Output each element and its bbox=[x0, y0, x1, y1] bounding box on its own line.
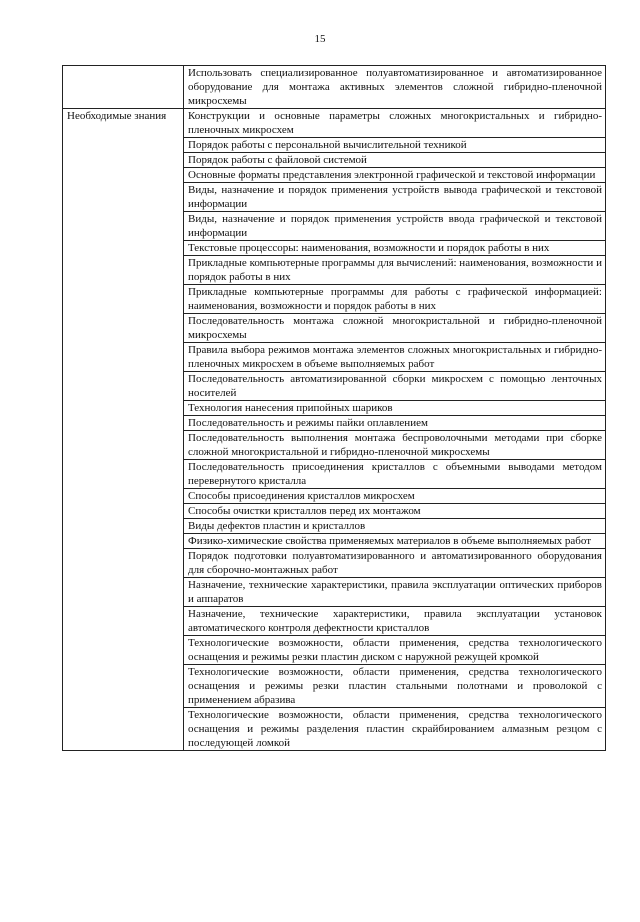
table-row bbox=[63, 109, 606, 138]
knowledge-item: Физико-химические свойства применяемых материалов в объеме выполняемых работ bbox=[184, 534, 606, 549]
knowledge-item: Виды, назначение и порядок применения устройств ввода графической и текстовой информации bbox=[184, 212, 606, 241]
table-body bbox=[63, 66, 606, 751]
knowledge-item: Технология нанесения припойных шариков bbox=[184, 401, 606, 416]
knowledge-item: Прикладные компьютерные программы для вычислений: наименования, возможности и порядок работы в них bbox=[184, 256, 606, 285]
requirements-table bbox=[62, 65, 606, 751]
knowledge-item: Конструкции и основные параметры сложных многокристальных и гибридно-пленочных микросхем bbox=[184, 109, 606, 138]
knowledge-item: Назначение, технические характеристики, правила эксплуатации оптических приборов и аппаратов bbox=[184, 578, 606, 607]
knowledge-item: Последовательность выполнения монтажа беспроволочными методами при сборке сложной многокристальной и гибридно-пленочной микросхемы bbox=[184, 431, 606, 460]
knowledge-item: Способы присоединения кристаллов микросхем bbox=[184, 489, 606, 504]
knowledge-item: Последовательность и режимы пайки оплавлением bbox=[184, 416, 606, 431]
knowledge-item: Основные форматы представления электронной графической и текстовой информации bbox=[184, 168, 606, 183]
knowledge-item: Технологические возможности, области применения, средства технологического оснащения и режимы резки пластин диском с наружной режущей кромкой bbox=[184, 636, 606, 665]
row-label-cell bbox=[63, 66, 184, 109]
knowledge-item: Технологические возможности, области применения, средства технологического оснащения и режимы резки пластин стальными полотнами и проволокой с применением абразива bbox=[184, 665, 606, 708]
section-label-knowledge: Необходимые знания bbox=[63, 109, 184, 751]
knowledge-item: Порядок работы с файловой системой bbox=[184, 153, 606, 168]
knowledge-item: Виды, назначение и порядок применения устройств вывода графической и текстовой информации bbox=[184, 183, 606, 212]
knowledge-item: Последовательность автоматизированной сборки микросхем с помощью ленточных носителей bbox=[184, 372, 606, 401]
knowledge-item: Последовательность монтажа сложной многокристальной и гибридно-пленочной микросхемы bbox=[184, 314, 606, 343]
knowledge-item: Текстовые процессоры: наименования, возможности и порядок работы в них bbox=[184, 241, 606, 256]
knowledge-item: Последовательность присоединения кристаллов с объемными выводами методом перевернутого кристалла bbox=[184, 460, 606, 489]
knowledge-item: Назначение, технические характеристики, правила эксплуатации установок автоматического контроля дефектности кристаллов bbox=[184, 607, 606, 636]
knowledge-item: Виды дефектов пластин и кристаллов bbox=[184, 519, 606, 534]
knowledge-item: Технологические возможности, области применения, средства технологического оснащения и режимы разделения пластин скрайбированием алмазным резцом с последующей ломкой bbox=[184, 708, 606, 751]
skill-text-cell: Использовать специализированное полуавтоматизированное и автоматизированное оборудование для монтажа активных элементов сложной гибридно-пленочной микросхемы bbox=[184, 66, 606, 109]
knowledge-item: Прикладные компьютерные программы для работы с графической информацией: наименования, возможности и порядок работы в них bbox=[184, 285, 606, 314]
knowledge-item: Правила выбора режимов монтажа элементов сложных многокристальных и гибридно-пленочных микросхем в объеме выполняемых работ bbox=[184, 343, 606, 372]
page-number: 15 bbox=[314, 33, 326, 45]
table-row bbox=[63, 66, 606, 109]
knowledge-item: Способы очистки кристаллов перед их монтажом bbox=[184, 504, 606, 519]
knowledge-item: Порядок работы с персональной вычислительной техникой bbox=[184, 138, 606, 153]
knowledge-item: Порядок подготовки полуавтоматизированного и автоматизированного оборудования для сборочно-монтажных работ bbox=[184, 549, 606, 578]
